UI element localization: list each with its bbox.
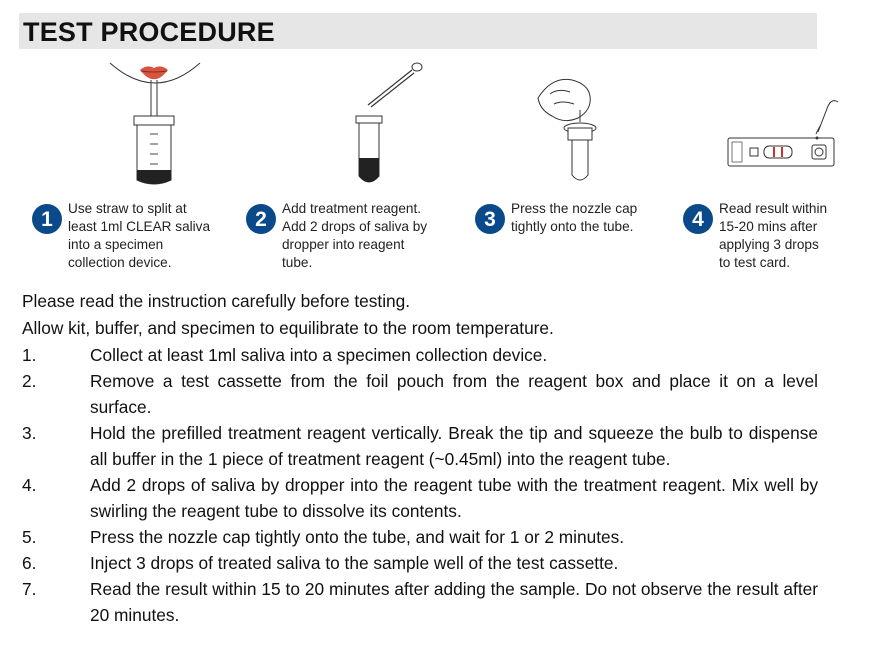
intro-line: Please read the instruction carefully before testing. — [22, 291, 411, 311]
item-number: 6. — [22, 553, 37, 573]
step-badge: 4 — [683, 204, 713, 234]
item-number: 5. — [22, 527, 37, 547]
step-caption: Use straw to split at least 1ml CLEAR saliva into a specimen collection device. — [68, 201, 211, 270]
title-bar — [19, 13, 817, 49]
list-item — [22, 368, 822, 420]
page-title: TEST PROCEDURE — [23, 17, 275, 47]
item-number: 7. — [22, 579, 37, 599]
list-item — [22, 576, 822, 628]
step-3 — [475, 200, 637, 236]
step-caption: Press the nozzle cap tightly onto the tube. — [511, 201, 638, 234]
item-number: 4. — [22, 475, 37, 495]
item-text: Press the nozzle cap tightly onto the tube, and wait for 1 or 2 minutes. — [90, 527, 625, 547]
item-text: Add 2 drops of saliva by dropper into the reagent tube with the treatment reagent. Mix well by swirling the reagent tube to dissolve its contents. — [90, 475, 818, 521]
nozzle-cap-icon — [530, 70, 630, 190]
list-item — [22, 524, 822, 550]
test-card-icon — [720, 92, 840, 172]
step-caption: Add treatment reagent. Add 2 drops of saliva by dropper into reagent tube. — [282, 201, 428, 270]
step-badge: 3 — [475, 204, 505, 234]
step-4 — [683, 200, 827, 272]
item-number: 1. — [22, 345, 37, 365]
step-badge: 1 — [32, 204, 62, 234]
step-2 — [246, 200, 427, 272]
step-caption: Read result within 15-20 mins after applying 3 drops to test card. — [719, 201, 828, 270]
item-text: Read the result within 15 to 20 minutes after adding the sample. Do not observe the result after 20 minutes. — [90, 579, 818, 625]
list-item — [22, 550, 822, 576]
item-text: Inject 3 drops of treated saliva to the sample well of the test cassette. — [90, 553, 619, 573]
procedure-list — [22, 342, 822, 628]
list-item — [22, 342, 822, 368]
item-text: Collect at least 1ml saliva into a specimen collection device. — [90, 345, 548, 365]
instructions — [22, 288, 822, 628]
dropper-tube-icon — [340, 58, 440, 193]
step-badge: 2 — [246, 204, 276, 234]
intro-line: Allow kit, buffer, and specimen to equilibrate to the room temperature. — [22, 318, 554, 338]
item-text: Hold the prefilled treatment reagent vertically. Break the tip and squeeze the bulb to dispense all buffer in the 1 piece of treatment reagent (~0.45ml) into the reagent tube. — [90, 423, 818, 469]
item-number: 2. — [22, 371, 37, 391]
list-item — [22, 420, 822, 472]
list-item — [22, 472, 822, 524]
step-1 — [32, 200, 210, 272]
item-number: 3. — [22, 423, 37, 443]
item-text: Remove a test cassette from the foil pouch from the reagent box and place it on a level surface. — [90, 371, 818, 417]
saliva-collection-icon — [100, 58, 210, 193]
